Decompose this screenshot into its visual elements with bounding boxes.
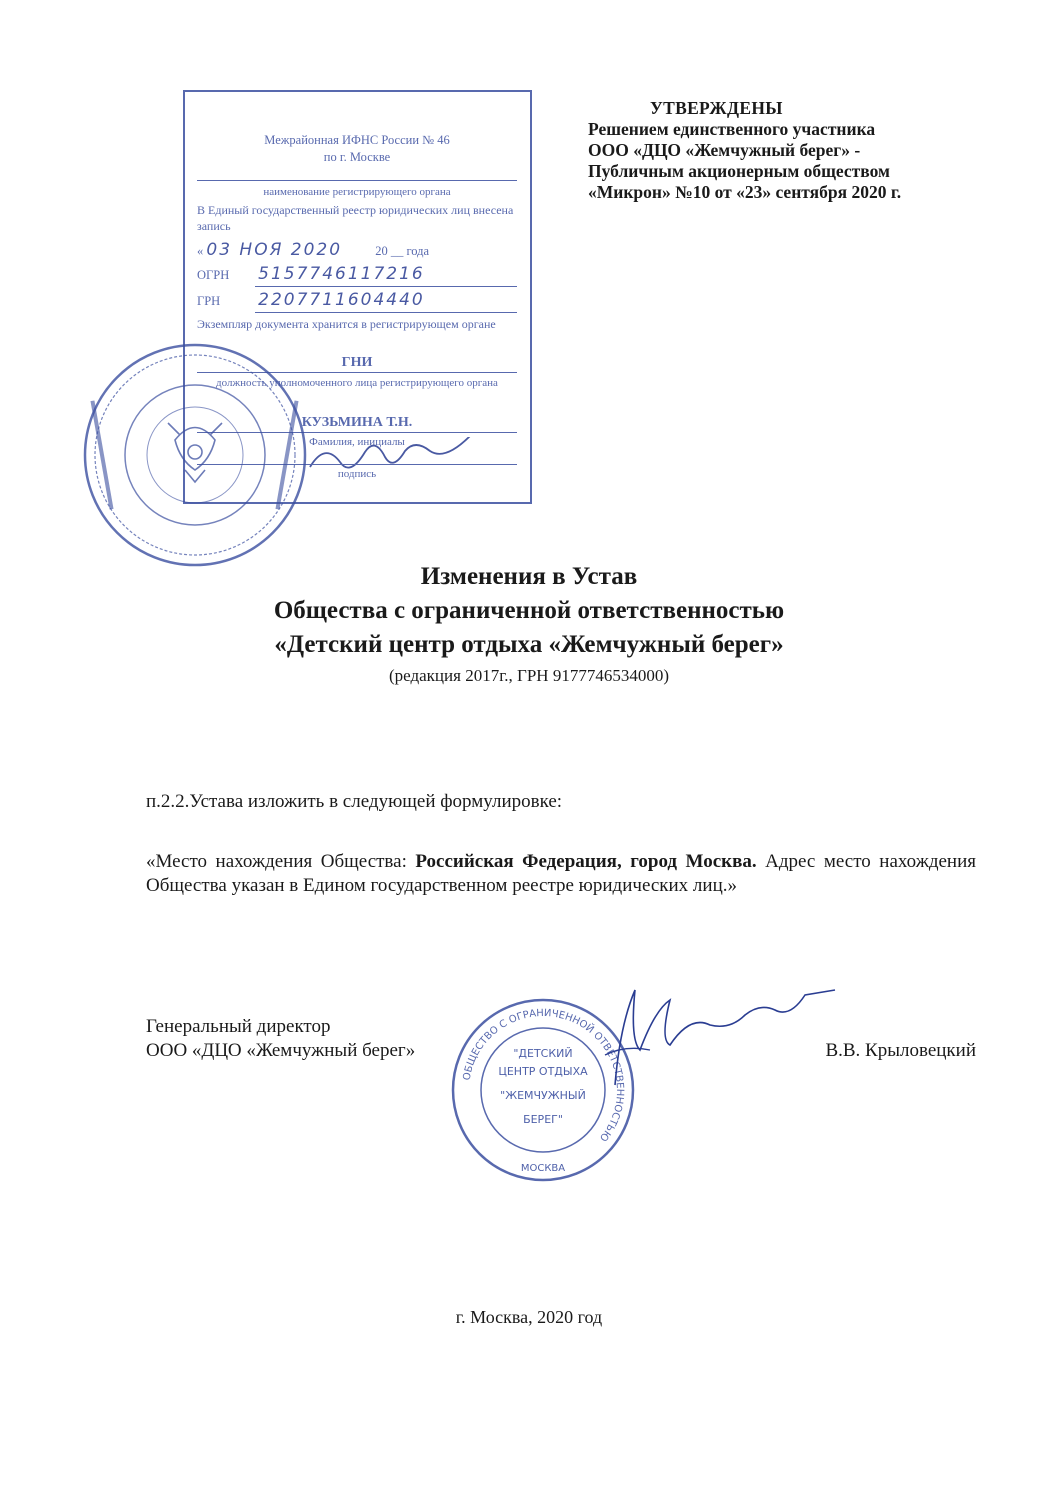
document-title: [0, 560, 1058, 662]
stamp-position-caption: должность уполномоченного лица регистрирующего органа: [216, 377, 498, 389]
company-seal-ring-text: ОБЩЕСТВО С ОГРАНИЧЕННОЙ ОТВЕТСТВЕННОСТЬЮ: [461, 1007, 626, 1144]
company-seal-center-line: "ДЕТСКИЙ: [513, 1047, 573, 1060]
company-seal-center-line: ЦЕНТР ОТДЫХА: [498, 1065, 588, 1078]
edition-note: (редакция 2017г., ГРН 9177746534000): [389, 666, 669, 685]
stamp-rule: [197, 372, 517, 373]
approval-line: «Микрон» №10 от «23» сентября 2020 г.: [588, 182, 902, 202]
stamp-date-prefix: «: [197, 244, 204, 258]
clause-quote: [146, 850, 976, 898]
quote-bold: Российская Федерация, город Москва.: [415, 851, 757, 872]
stamp-copy-text: Экземпляр документа хранится в регистрирующем органе: [197, 317, 496, 331]
stamp-authority: Межрайонная ИФНС России № 46: [264, 133, 450, 147]
signatory-position: Генеральный директор: [146, 1016, 331, 1037]
stamp-official-caption: Фамилия, инициалы: [309, 436, 405, 448]
stamp-ogrn-label: ОГРН: [197, 268, 230, 282]
stamp-rule: [255, 312, 517, 313]
stamp-city: по г. Москве: [323, 150, 391, 164]
registration-stamp: [183, 90, 532, 504]
company-seal-center-line: БЕРЕГ": [523, 1113, 563, 1126]
stamp-date-value: 03 НОЯ 2020: [206, 240, 343, 260]
stamp-position-value: ГНИ: [341, 355, 373, 370]
quote-prefix: «Место нахождения Общества:: [146, 851, 416, 872]
title-line: «Детский центр отдыха «Жемчужный берег»: [274, 631, 784, 658]
stamp-rule: [197, 464, 517, 465]
signatory-name: В.В. Крыловецкий: [825, 1040, 976, 1061]
approval-line: Публичным акционерным обществом: [588, 161, 890, 181]
company-seal-center-line: "ЖЕМЧУЖНЫЙ: [500, 1089, 586, 1102]
stamp-rule: [255, 286, 517, 287]
stamp-entry-text: В Единый государственный реестр юридических лиц внесена запись: [197, 203, 514, 233]
stamp-official-name: КУЗЬМИНА Т.Н.: [301, 415, 413, 430]
stamp-rule: [197, 432, 517, 433]
stamp-grn-row: [197, 292, 517, 310]
stamp-signature-caption: подпись: [337, 468, 377, 480]
signature-block: [146, 1015, 976, 1063]
approval-line: Решением единственного участника: [588, 119, 876, 139]
stamp-date-row: [197, 242, 517, 260]
title-line: Изменения в Устав: [420, 563, 638, 590]
approval-line: ООО «ДЦО «Жемчужный берег» -: [588, 140, 861, 160]
stamp-authority-caption: наименование регистрирующего органа: [263, 186, 451, 198]
stamp-ogrn-value: 5157746117216: [258, 264, 425, 284]
place-date: г. Москва, 2020 год: [455, 1307, 603, 1327]
stamp-date-suffix: 20 __ года: [375, 244, 430, 258]
approval-heading: УТВЕРЖДЕНЫ: [650, 98, 783, 118]
quote-rest: Адрес место нахождения Общества указан в Едином государственном реестре юридических лиц.»: [146, 851, 977, 896]
stamp-ogrn-row: [197, 266, 517, 284]
company-seal-bottom-text: МОСКВА: [520, 1163, 566, 1174]
stamp-rule: [197, 180, 517, 181]
clause-text: п.2.2.Устава изложить в следующей формулировке:: [146, 791, 563, 812]
stamp-grn-value: 2207711604440: [258, 290, 425, 310]
approval-block: [588, 98, 988, 203]
signatory-company: ООО «ДЦО «Жемчужный берег»: [146, 1040, 416, 1061]
title-line: Общества с ограниченной ответственностью: [273, 597, 785, 624]
stamp-grn-label: ГРН: [197, 294, 221, 308]
